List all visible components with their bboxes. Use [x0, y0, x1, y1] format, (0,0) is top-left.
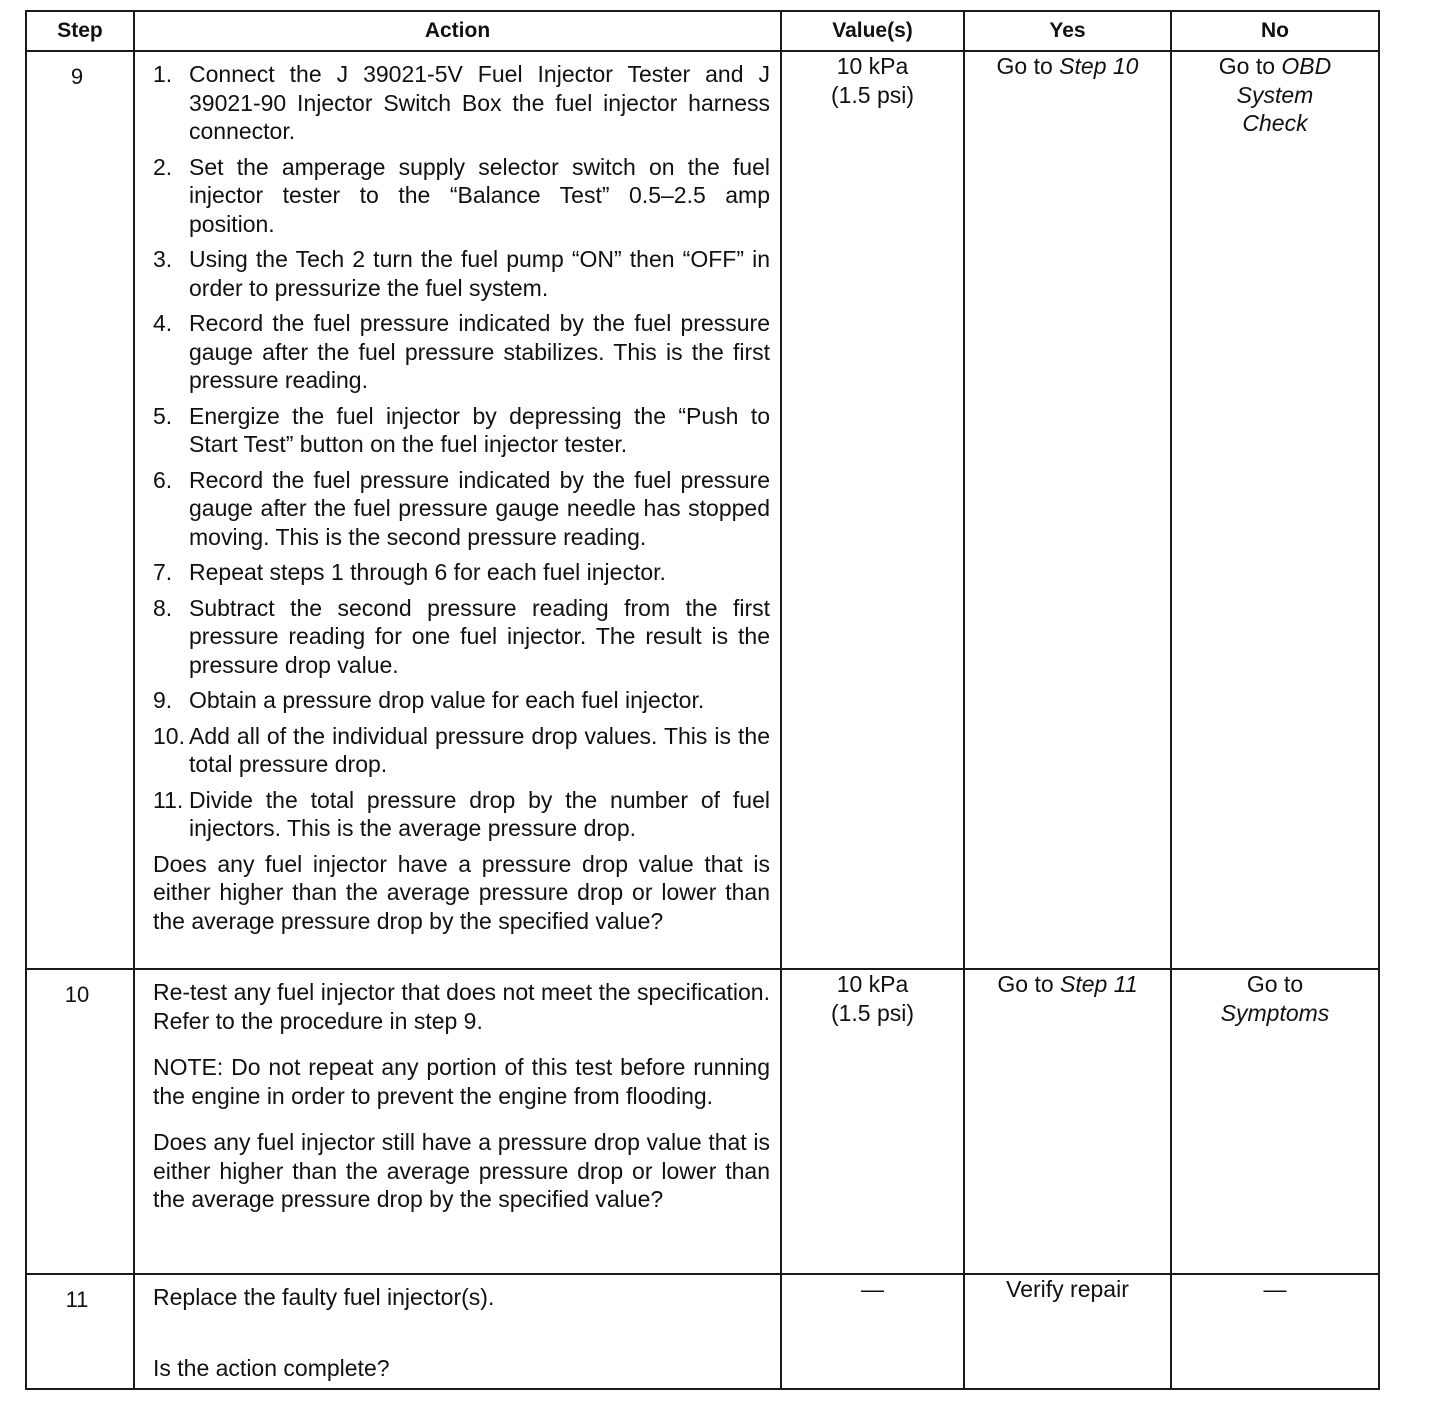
list-item: 11. Divide the total pressure drop by the number of fuel injectors. This is the average pressure drop. — [153, 786, 770, 841]
list-item: 3. Using the Tech 2 turn the fuel pump “ON” then “OFF” in order to pressurize the fuel system. — [153, 246, 770, 301]
value-cell — [781, 51, 964, 969]
no-prefix: Go to — [1246, 971, 1304, 997]
yes-cell — [964, 51, 1171, 969]
list-item: 9. Obtain a pressure drop value for each fuel injector. — [153, 687, 705, 713]
action-cell — [134, 1274, 781, 1389]
action-instruction: Replace the faulty fuel injector(s). — [153, 1284, 495, 1310]
table-row — [26, 969, 1379, 1274]
yes-prefix: Go to — [996, 53, 1060, 79]
yes-cell — [964, 969, 1171, 1274]
step-number: 9 — [26, 51, 134, 969]
header-action: Action — [134, 11, 781, 51]
yes-cell: Verify repair — [964, 1274, 1171, 1389]
header-row — [26, 11, 1379, 51]
yes-prefix: Go to — [997, 971, 1061, 997]
action-step-list — [153, 60, 770, 843]
value-cell — [781, 969, 964, 1274]
value-imperial: (1.5 psi) — [830, 81, 915, 108]
action-cell — [134, 969, 781, 1274]
value-imperial: (1.5 psi) — [830, 999, 915, 1026]
action-question: Does any fuel injector still have a pressure drop value that is either higher than the average pressure drop or lower than the average pressure drop by the specified value? — [153, 1129, 770, 1212]
table-row — [26, 1274, 1379, 1389]
value-metric: 10 kPa — [836, 971, 909, 997]
diagnostic-table — [25, 10, 1380, 1390]
yes-step-link[interactable]: Step 11 — [1060, 971, 1138, 997]
action-question: Does any fuel injector have a pressure drop value that is either higher than the average pressure drop or lower than the average pressure drop by the specified value? — [153, 850, 770, 934]
header-yes: Yes — [964, 11, 1171, 51]
header-no: No — [1171, 11, 1379, 51]
no-cell: — — [1171, 1274, 1379, 1389]
table-row — [26, 51, 1379, 969]
no-obd-link-line2[interactable]: System — [1236, 81, 1314, 108]
action-question: Is the action complete? — [153, 1354, 390, 1381]
yes-step-link[interactable]: Step 10 — [1059, 53, 1139, 79]
list-item: 10. Add all of the individual pressure drop values. This is the total pressure drop. — [153, 722, 770, 777]
list-item: 4. Record the fuel pressure indicated by the fuel pressure gauge after the fuel pressure stabilizes. This is the first pressure reading. — [153, 310, 770, 393]
list-item: 8. Subtract the second pressure reading from the first pressure reading for one fuel injector. The result is the pressure drop value. — [153, 594, 770, 678]
no-cell — [1171, 969, 1379, 1274]
list-item: 6. Record the fuel pressure indicated by the fuel pressure gauge after the fuel pressure gauge needle has stopped moving. This is the second pressure reading. — [153, 466, 770, 550]
value-cell: — — [781, 1274, 964, 1389]
no-obd-link-line3[interactable]: Check — [1242, 110, 1308, 136]
action-note: NOTE: Do not repeat any portion of this test before running the engine in order to prevent the engine from flooding. — [153, 1054, 770, 1109]
header-values: Value(s) — [781, 11, 964, 51]
header-step: Step — [26, 11, 134, 51]
list-item: 7. Repeat steps 1 through 6 for each fuel injector. — [153, 559, 666, 585]
no-cell — [1171, 51, 1379, 969]
list-item: 2. Set the amperage supply selector switch on the fuel injector tester to the “Balance Test” 0.5–2.5 amp position. — [153, 153, 770, 237]
no-symptoms-link[interactable]: Symptoms — [1220, 999, 1330, 1026]
value-metric: 10 kPa — [836, 53, 909, 79]
action-cell — [134, 51, 781, 969]
list-item: 1. Connect the J 39021-5V Fuel Injector Tester and J 39021-90 Injector Switch Box the fuel injector harness connector. — [153, 61, 770, 144]
no-prefix: Go to — [1218, 53, 1282, 79]
step-number: 10 — [26, 969, 134, 1274]
list-item: 5. Energize the fuel injector by depressing the “Push to Start Test” button on the fuel injector tester. — [153, 402, 770, 457]
no-obd-link[interactable]: OBD — [1281, 53, 1332, 79]
action-instruction: Re-test any fuel injector that does not meet the specification. Refer to the procedure in step 9. — [153, 979, 770, 1034]
step-number: 11 — [26, 1274, 134, 1389]
